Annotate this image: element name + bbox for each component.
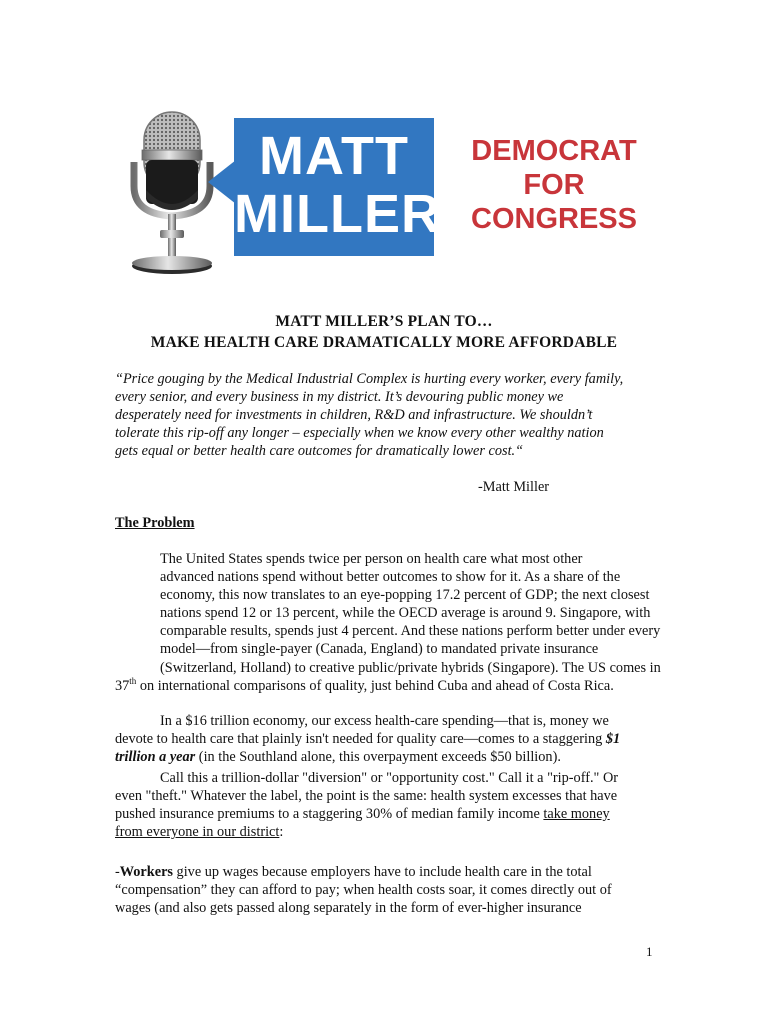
text-line bbox=[115, 805, 655, 823]
text-line: In a $16 trillion economy, our excess health-care spending—that is, money we bbox=[160, 713, 609, 729]
text-line bbox=[115, 677, 655, 695]
rank-number: 37 bbox=[115, 677, 130, 694]
page-number: 1 bbox=[646, 944, 653, 959]
paragraph-spending bbox=[115, 550, 661, 695]
text-line: The United States spends twice per person on health care what most other bbox=[160, 551, 583, 567]
paragraph-rip-off bbox=[115, 769, 655, 841]
text-segment: (in the Southland alone, this overpayment exceeds $50 billion). bbox=[195, 749, 561, 766]
campaign-logo bbox=[112, 100, 656, 278]
text-line: (Switzerland, Holland) to creative public/private hybrids (Singapore). The US comes in bbox=[160, 659, 661, 676]
paragraph-excess-spending bbox=[115, 712, 655, 766]
bold-term-workers: Workers bbox=[119, 864, 173, 880]
text-segment: : bbox=[279, 824, 284, 841]
microphone-icon bbox=[124, 110, 220, 276]
logo-first-name: MATT bbox=[259, 126, 409, 186]
logo-tagline-2: FOR bbox=[523, 169, 585, 201]
quote-line: tolerate this rip-off any longer – especially when we know every other wealthy nation bbox=[115, 425, 604, 442]
quote-line: gets equal or better health care outcomes for dramatically lower cost.“ bbox=[115, 443, 524, 460]
text-line bbox=[115, 823, 655, 841]
quote-line: desperately need for investments in children, R&D and infrastructure. We shouldn’t bbox=[115, 407, 593, 424]
text-line: wages (and also gets passed along separately in the form of ever-higher insurance bbox=[115, 900, 582, 917]
document-title-line-2: MAKE HEALTH CARE DRAMATICALLY MORE AFFORDABLE bbox=[150, 334, 618, 351]
text-line: economy, this now translates to an eye-popping 17.2 percent of GDP; the next closest bbox=[160, 587, 650, 604]
text-line bbox=[115, 730, 655, 748]
logo-last-name: MILLER bbox=[234, 184, 441, 244]
logo-tagline-1: DEMOCRAT bbox=[471, 135, 637, 167]
text-segment: give up wages because employers have to include health care in the total bbox=[172, 864, 592, 880]
text-line: model—from single-payer (Canada, England) to mandated private insurance bbox=[160, 641, 599, 658]
bullet-dash: - bbox=[115, 864, 120, 880]
text-line bbox=[115, 748, 655, 766]
underlined-phrase-cont: from everyone in our district bbox=[115, 824, 280, 841]
text-line bbox=[115, 863, 655, 881]
text-line: “compensation” they can afford to pay; when health costs soar, it comes directly out of bbox=[115, 882, 612, 899]
quote-line: every senior, and every business in my district. It’s devouring public money we bbox=[115, 389, 564, 406]
emphasis-amount-cont: trillion a year bbox=[115, 749, 196, 766]
logo-tagline-3: CONGRESS bbox=[471, 203, 637, 235]
rank-suffix: th bbox=[129, 675, 137, 686]
name-speech-bubble bbox=[234, 118, 441, 256]
quote-line: “Price gouging by the Medical Industrial Complex is hurting every worker, every family, bbox=[115, 371, 624, 387]
speech-bubble-tail bbox=[208, 160, 236, 204]
section-heading: The Problem bbox=[115, 515, 195, 531]
document-title-line-1: MATT MILLER’S PLAN TO… bbox=[275, 313, 493, 330]
candidate-quote bbox=[115, 370, 655, 460]
emphasis-amount: $1 bbox=[605, 731, 621, 748]
text-line: Call this a trillion-dollar "diversion" or "opportunity cost." Call it a "rip-off." Or bbox=[160, 770, 619, 786]
text-line: advanced nations spend without better outcomes to show for it. As a share of the bbox=[160, 569, 621, 586]
quote-attribution: -Matt Miller bbox=[478, 479, 550, 495]
text-segment: devote to health care that plainly isn't needed for quality care—comes to a staggering bbox=[115, 731, 606, 748]
text-line: nations spend 12 or 13 percent, while the OECD average is around 9. Singapore, with bbox=[160, 605, 651, 622]
paragraph-workers bbox=[115, 863, 655, 917]
text-line: even "theft." Whatever the label, the point is the same: health system excesses that have bbox=[115, 788, 618, 805]
text-segment: pushed insurance premiums to a staggering 30% of median family income bbox=[115, 806, 544, 823]
underlined-phrase: take money bbox=[543, 806, 610, 823]
rank-text: on international comparisons of quality, just behind Cuba and ahead of Costa Rica. bbox=[136, 677, 614, 694]
text-line: comparable results, spends just 4 percent. And these nations perform better under every bbox=[160, 623, 661, 640]
